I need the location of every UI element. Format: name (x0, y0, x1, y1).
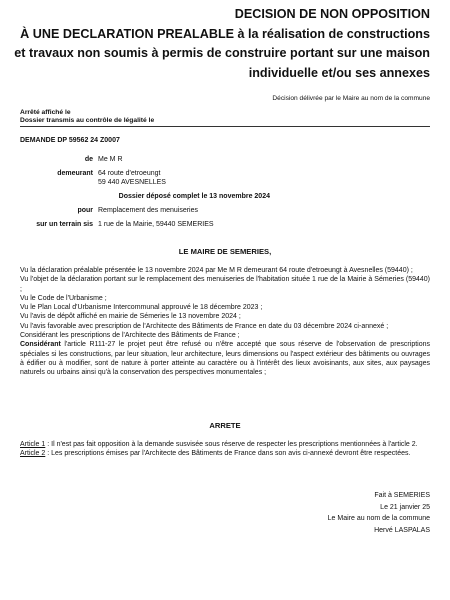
considerant-paragraph (20, 340, 430, 377)
field-pour-label: pour (77, 207, 93, 214)
signature-name: Hervé LASPALAS (374, 526, 430, 534)
arrete-affiche-line: Arrêté affiché le (20, 109, 71, 116)
consideration-item: Vu le Code de l'Urbanisme ; (20, 294, 107, 302)
consideration-item: Vu l'avis de dépôt affiché en mairie de Sémeries le 13 novembre 2024 ; (20, 313, 241, 321)
field-demeurant-line1: 64 route d'etroeungt (98, 170, 161, 177)
signature-role: Le Maire au nom de la commune (327, 515, 430, 522)
signature-place: Fait à SEMERIES (374, 492, 430, 499)
field-terrain-value: 1 rue de la Mairie, 59440 SEMERIES (98, 221, 214, 228)
arrete-heading: ARRETE (209, 421, 241, 430)
title-line-3: et travaux non soumis à permis de construire portant sur une maison (14, 46, 430, 60)
field-pour-value: Remplacement des menuiseries (98, 207, 198, 214)
consideration-item: Vu le Plan Local d'Urbanisme Intercommunal approuvé le 18 décembre 2023 ; (20, 304, 263, 312)
considerant-label: Considérant (20, 341, 61, 349)
consideration-item: Vu l'objet de la déclaration portant sur le remplacement des menuiseries de l'habitation située 1 rue de la Mairie à Sémeries (59440) ; (20, 276, 430, 293)
considerations-block (20, 266, 430, 378)
consideration-item: Vu la déclaration préalable présentée le 13 novembre 2024 par Me M R demeurant 64 route d'etroeungt à Avesnelles (59440) ; (20, 267, 413, 274)
field-depot-value: Dossier déposé complet le 13 novembre 2024 (118, 193, 270, 200)
article-1 (20, 440, 430, 449)
articles-block (20, 440, 430, 459)
document-title (10, 5, 430, 83)
title-line-1: DECISION DE NON OPPOSITION (234, 7, 430, 21)
maire-heading: LE MAIRE DE SEMERIES, (178, 247, 272, 256)
considerant-text: l'article R111-27 le projet peut être refusé ou n'être accepté que sous réserve de l'observation de prescriptions spéciales si les constructions, par leur situation, leur architecture, leurs dimensions ou l'aspect extérieur des bâtiments ou ouvrages à édifier ou à modifier, sont de nature à porter atteinte au caractère ou à l'intérêt des lieux avoisinants, aux sites, aux paysages naturels ou urbains ainsi qu'à la conservation des perspectives monumentales ; (20, 341, 430, 377)
field-de-label: de (84, 156, 93, 163)
field-terrain-label: sur un terrain sis (36, 221, 93, 228)
demande-number: DEMANDE DP 59562 24 Z0007 (20, 137, 120, 144)
consideration-item: Vu l'avis favorable avec prescription de l'Architecte des Bâtiments de France en date du 03 décembre 2024 ci-annexé ; (20, 322, 389, 330)
title-line-2: À UNE DECLARATION PREALABLE à la réalisation de constructions (20, 26, 430, 41)
article-2 (20, 449, 430, 458)
signature-block (328, 490, 430, 536)
delivered-note: Décision délivrée par le Maire au nom de la commune (272, 95, 430, 102)
signature-date: Le 21 janvier 25 (380, 503, 430, 511)
article-1-label: Article 1 (20, 441, 46, 448)
field-demeurant-line2: 59 440 AVESNELLES (98, 179, 166, 186)
field-demeurant-label: demeurant (57, 170, 93, 177)
article-2-label: Article 2 (20, 450, 46, 458)
field-de-value: Me M R (98, 156, 123, 163)
consideration-item: Considérant les prescriptions de l'Architecte des Bâtiments de France ; (20, 332, 240, 340)
article-2-text: : Les prescriptions émises par l'Architecte des Bâtiments de France dans son avis ci-annexé devront être respectées. (45, 450, 411, 458)
article-1-text: : Il n'est pas fait opposition à la demande susvisée sous réserve de respecter les prescriptions mentionnées à l'article 2. (45, 441, 418, 448)
dossier-transmis-line: Dossier transmis au contrôle de légalité le (20, 116, 430, 127)
title-line-4: individuelle et/ou ses annexes (248, 65, 430, 80)
